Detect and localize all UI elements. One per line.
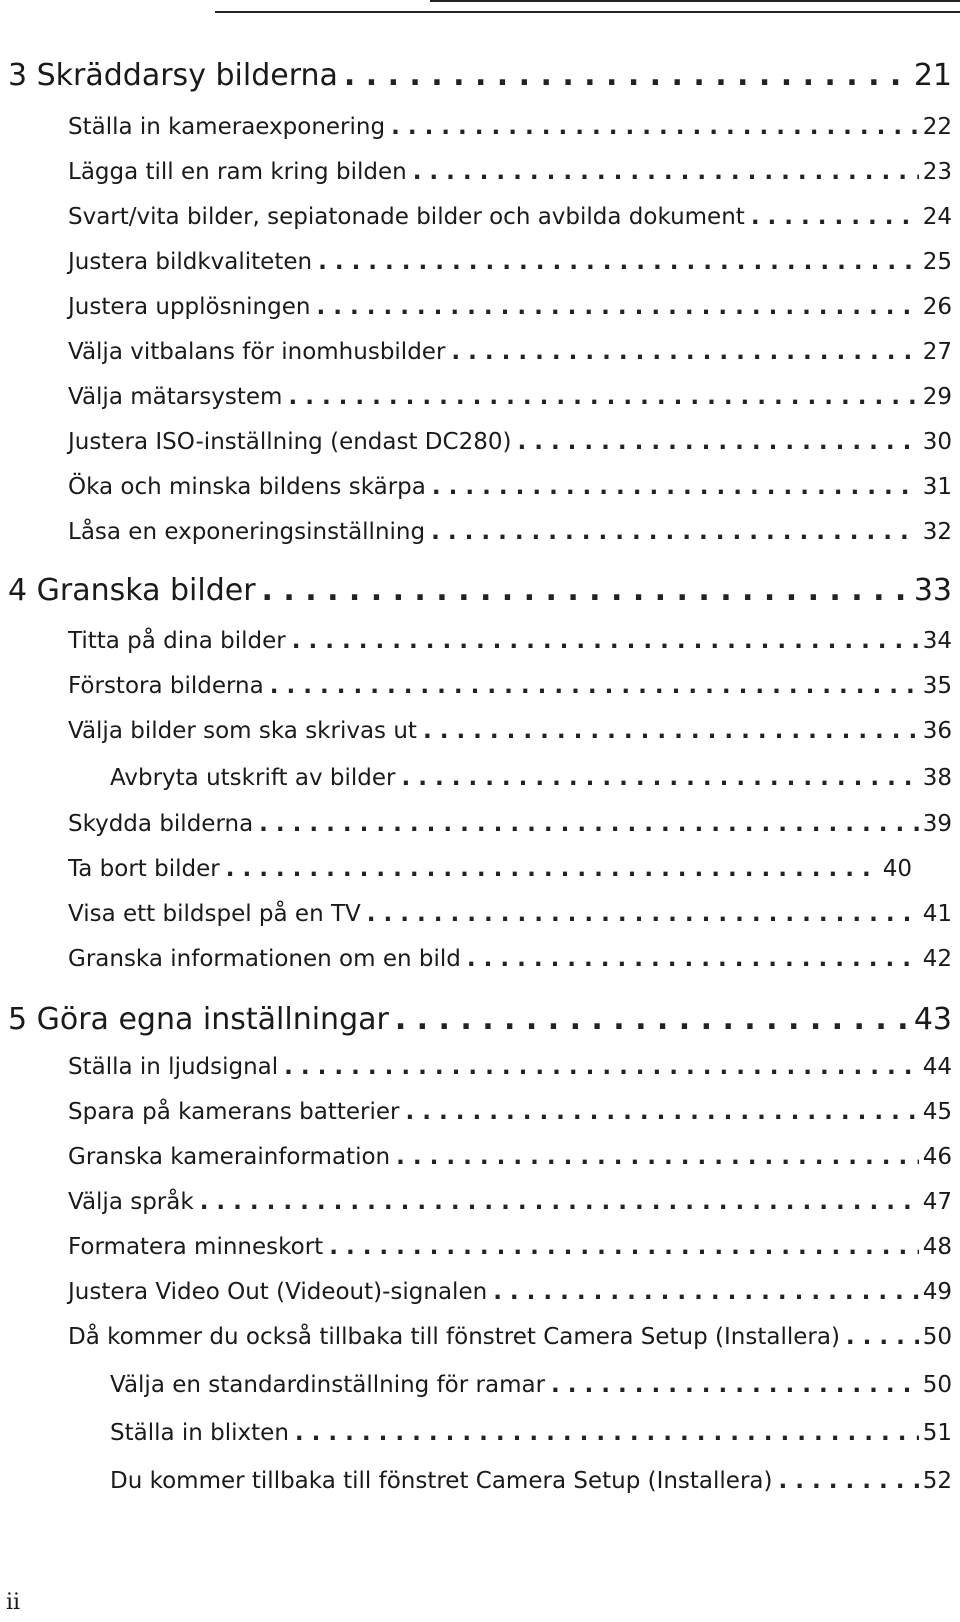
dot-leader [451, 339, 918, 365]
entry-title: Granska kamerainformation [68, 1144, 391, 1170]
toc-chapter-3[interactable] [8, 58, 952, 93]
footer-page-number: ii [6, 1590, 21, 1615]
entry-title: Skydda bilderna [68, 811, 254, 837]
toc-entry[interactable] [68, 718, 952, 744]
entry-title: Öka och minska bildens skärpa [68, 474, 426, 500]
toc-entry[interactable] [68, 519, 952, 545]
toc-entry[interactable] [68, 1144, 952, 1170]
page-number: 29 [922, 384, 952, 410]
dot-leader [413, 159, 919, 185]
toc-entry[interactable] [68, 114, 952, 140]
page-number: 38 [922, 765, 952, 791]
toc-entry[interactable] [68, 1189, 952, 1215]
toc-entry[interactable] [68, 1099, 952, 1125]
entry-title: Låsa en exponeringsinställning [68, 519, 426, 545]
chapter-title: 5 Göra egna inställningar [8, 1002, 389, 1037]
dot-leader [405, 1099, 918, 1125]
dot-leader [431, 519, 919, 545]
toc-entry[interactable] [68, 673, 952, 699]
dot-leader [846, 1324, 919, 1350]
entry-title: Välja språk [68, 1189, 194, 1215]
entry-title: Justera ISO-inställning (endast DC280) [68, 429, 512, 455]
entry-title: Välja vitbalans för inomhusbilder [68, 339, 446, 365]
page-number: 32 [922, 519, 952, 545]
page-number: 35 [922, 673, 952, 699]
toc-entry[interactable] [68, 901, 952, 927]
entry-title: Granska informationen om en bild [68, 946, 461, 972]
toc-entry[interactable] [68, 384, 952, 410]
dot-leader [551, 1372, 919, 1398]
page-number: 43 [913, 1002, 952, 1037]
page-number: 50 [922, 1324, 952, 1350]
page-number: 23 [922, 159, 952, 185]
toc-entry[interactable] [68, 204, 952, 230]
entry-title: Välja bilder som ska skrivas ut [68, 718, 417, 744]
dot-leader [751, 204, 919, 230]
dot-leader [493, 1279, 919, 1305]
toc-entry[interactable] [68, 1054, 952, 1080]
entry-title: Visa ett bildspel på en TV [68, 901, 361, 927]
entry-title: Justera Video Out (Videout)-signalen [68, 1279, 488, 1305]
page-number: 50 [922, 1372, 952, 1398]
dot-leader [423, 718, 919, 744]
page-number: 21 [913, 58, 952, 93]
toc-subentry[interactable] [110, 1468, 952, 1494]
dot-leader [288, 384, 918, 410]
page-number: 40 [882, 856, 912, 882]
toc-entry[interactable] [68, 856, 912, 882]
entry-title: Formatera minneskort [68, 1234, 324, 1260]
page-number: 25 [922, 249, 952, 275]
chapter-title: 3 Skräddarsy bilderna [8, 58, 338, 93]
dot-leader [270, 673, 919, 699]
page-number: 45 [922, 1099, 952, 1125]
page-number: 42 [922, 946, 952, 972]
entry-title: Justera bildkvaliteten [68, 249, 313, 275]
entry-title: Svart/vita bilder, sepiatonade bilder och avbilda dokument [68, 204, 745, 230]
entry-title: Ställa in kameraexponering [68, 114, 386, 140]
dot-leader [401, 765, 918, 791]
dot-leader [262, 573, 910, 608]
entry-title: Spara på kamerans batterier [68, 1099, 400, 1125]
entry-title: Du kommer tillbaka till fönstret Camera Setup (Installera) [110, 1468, 773, 1494]
toc-subentry[interactable] [110, 765, 952, 791]
toc-entry[interactable] [68, 429, 952, 455]
toc-entry[interactable] [68, 1279, 952, 1305]
dot-leader [432, 474, 919, 500]
entry-title: Ta bort bilder [68, 856, 220, 882]
dot-leader [517, 429, 918, 455]
page-number: 36 [922, 718, 952, 744]
toc-entry[interactable] [68, 946, 952, 972]
toc-chapter-5[interactable] [8, 1002, 952, 1037]
dot-leader [329, 1234, 919, 1260]
page-number: 52 [922, 1468, 952, 1494]
page-number: 27 [922, 339, 952, 365]
toc-entry[interactable] [68, 159, 952, 185]
entry-title: Då kommer du också tillbaka till fönstret Camera Setup (Installera) [68, 1324, 840, 1350]
page-number: 51 [922, 1420, 952, 1446]
dot-leader [395, 1002, 910, 1037]
page-number: 46 [922, 1144, 952, 1170]
toc-entry[interactable] [68, 811, 952, 837]
page-number: 30 [922, 429, 952, 455]
toc-entry[interactable] [68, 249, 952, 275]
chapter-title: 4 Granska bilder [8, 573, 256, 608]
entry-title: Avbryta utskrift av bilder [110, 765, 396, 791]
dot-leader [284, 1054, 919, 1080]
dot-leader [779, 1468, 919, 1494]
dot-leader [316, 294, 918, 320]
entry-title: Lägga till en ram kring bilden [68, 159, 407, 185]
dot-leader [200, 1189, 919, 1215]
dot-leader [467, 946, 919, 972]
page-number: 41 [922, 901, 952, 927]
dot-leader [292, 628, 919, 654]
dot-leader [226, 856, 879, 882]
page-number: 48 [922, 1234, 952, 1260]
page-number: 24 [922, 204, 952, 230]
page-number: 26 [922, 294, 952, 320]
toc-entry[interactable] [68, 294, 952, 320]
dot-leader [259, 811, 919, 837]
dot-leader [391, 114, 919, 140]
entry-title: Ställa in blixten [110, 1420, 289, 1446]
page-number: 47 [922, 1189, 952, 1215]
toc-entry[interactable] [68, 339, 952, 365]
page-number: 22 [922, 114, 952, 140]
dot-leader [396, 1144, 919, 1170]
toc-entry[interactable] [68, 628, 952, 654]
toc-chapter-4[interactable] [8, 573, 952, 608]
dot-leader [295, 1420, 919, 1446]
page-number: 33 [913, 573, 952, 608]
toc-subentry[interactable] [110, 1420, 952, 1446]
entry-title: Ställa in ljudsignal [68, 1054, 279, 1080]
entry-title: Titta på dina bilder [68, 628, 286, 654]
dot-leader [318, 249, 919, 275]
entry-title: Justera upplösningen [68, 294, 311, 320]
page-number: 34 [922, 628, 952, 654]
dot-leader [367, 901, 919, 927]
entry-title: Välja en standardinställning för ramar [110, 1372, 546, 1398]
page-number: 31 [922, 474, 952, 500]
toc-entry[interactable] [68, 1234, 952, 1260]
toc-entry[interactable] [68, 1324, 952, 1350]
toc-subentry[interactable] [110, 1372, 952, 1398]
dot-leader [344, 58, 910, 93]
page-number: 44 [922, 1054, 952, 1080]
page-number: 49 [922, 1279, 952, 1305]
page-number: 39 [922, 811, 952, 837]
entry-title: Välja mätarsystem [68, 384, 283, 410]
toc-entry[interactable] [68, 474, 952, 500]
entry-title: Förstora bilderna [68, 673, 264, 699]
